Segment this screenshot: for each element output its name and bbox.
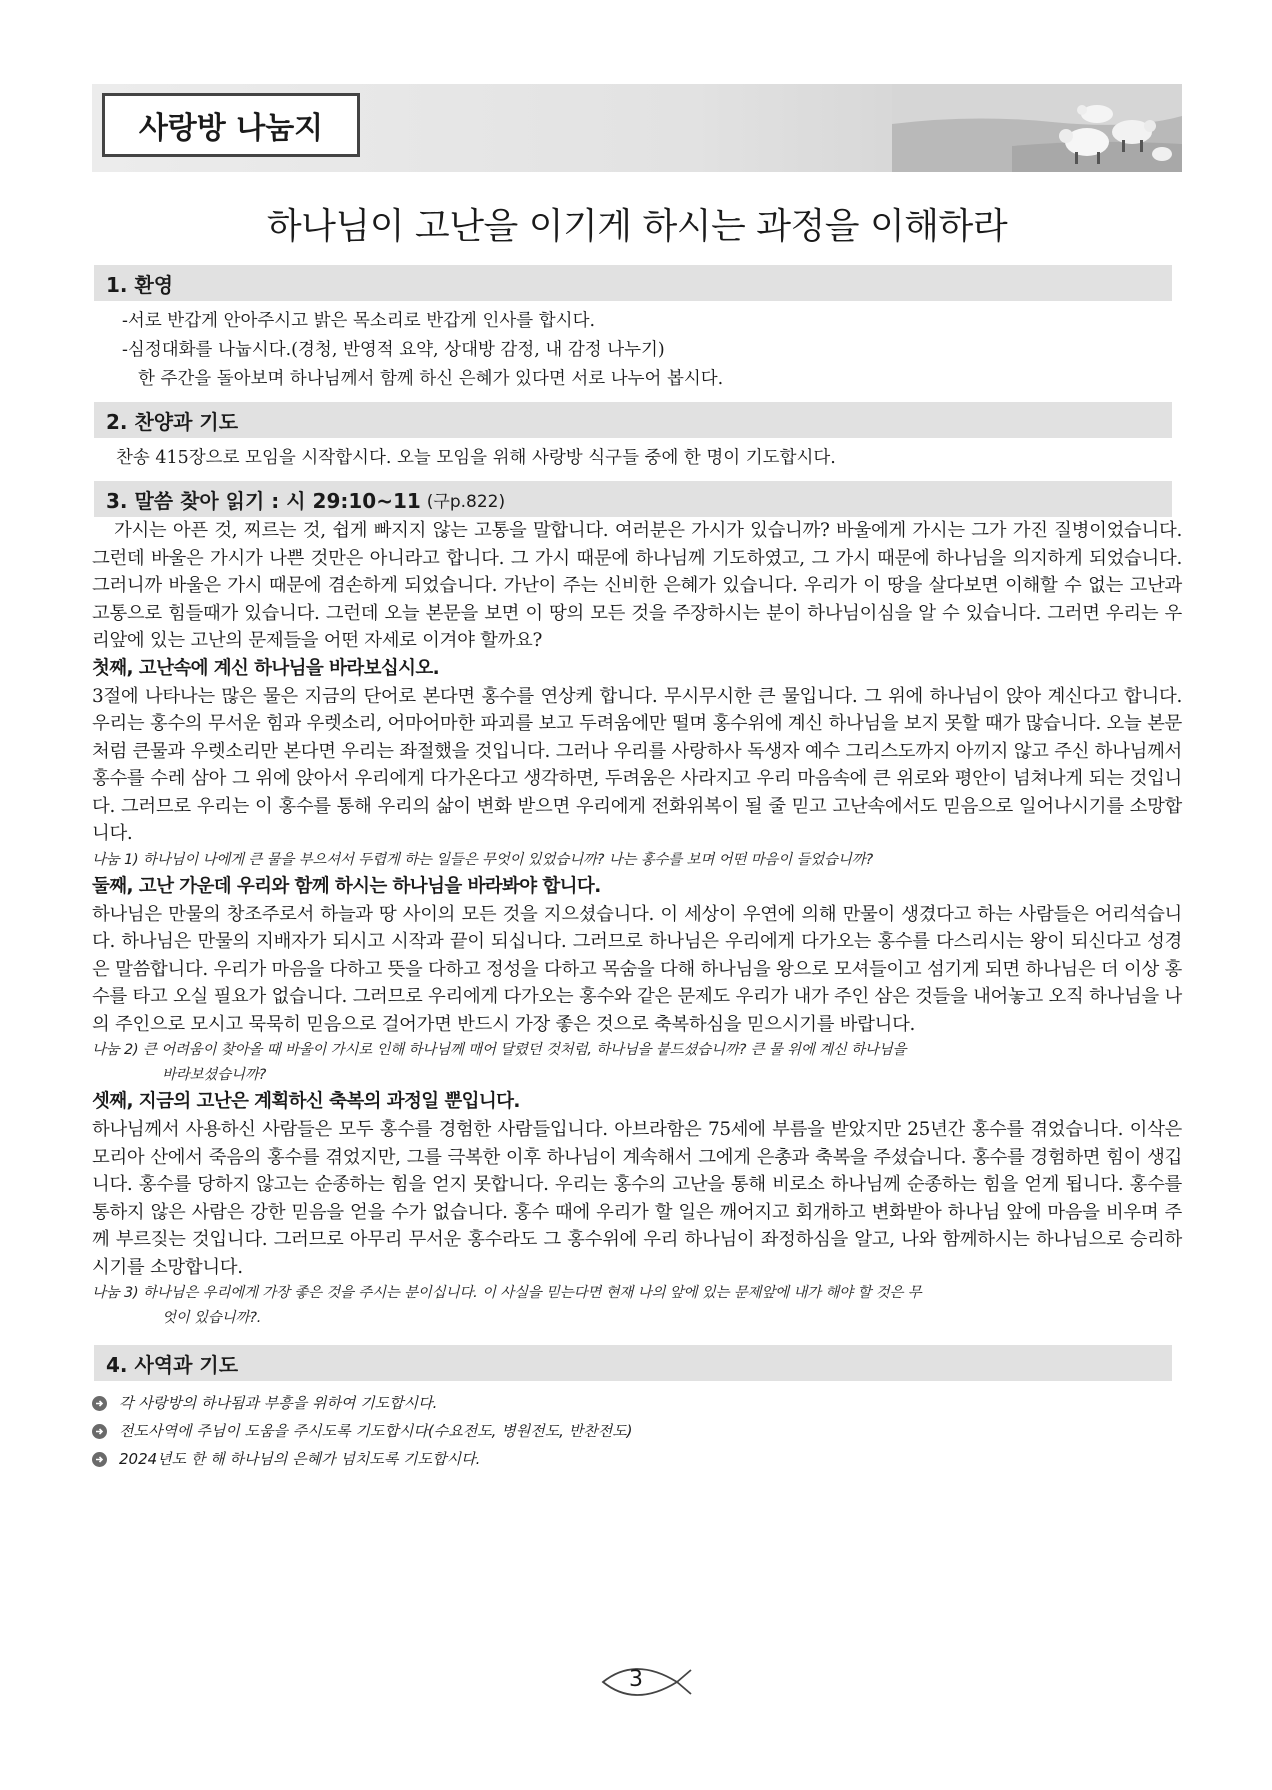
sermon-body <box>92 517 1182 1331</box>
section-badge: 사랑방 나눔지 <box>102 93 360 157</box>
list-item <box>92 1445 1182 1473</box>
section-heading-text: 4. 사역과 기도 <box>106 1352 239 1377</box>
section-heading-ministry <box>94 1345 1172 1381</box>
section-heading-worship <box>94 402 1172 438</box>
arrow-circle-icon <box>92 1424 107 1439</box>
point-3-body: 하나님께서 사용하신 사람들은 모두 홍수를 경험한 사람들입니다. 아브라함은 75세에 부름을 받았지만 25년간 홍수를 겪었습니다. 이삭은 모리아 산에서 죽음의 홍수를 겪었지만, 그를 극복한 이후 하나님이 계속해서 그에게 은총과 축복을 주셨습니다. 홍수를 경험하면 힘이 생깁니다. 홍수를 당하지 않고는 순종하는 힘을 얻지 못합니다. 우리는 홍수의 고난을 통해 비로소 하나님께 순종하는 힘을 얻게 됩니다. 홍수를 통하지 않은 사람은 강한 믿음을 얻을 수가 없습니다. 홍수 때에 우리가 할 일은 깨어지고 회개하고 변화받아 하나님 앞에 마음을 비우며 주께 부르짖는 것입니다. 그러므로 아무리 무서운 홍수라도 그 홍수위에 우리 하나님이 좌정하심을 알고, 나와 함께하시는 하나님으로 승리하시기를 소망합니다. <box>92 1119 1182 1278</box>
scripture-page-ref: (구p.822) <box>426 491 506 512</box>
page-number <box>595 1662 695 1702</box>
sharing-question-3-line1: 나눔 3) 하나님은 우리에게 가장 좋은 것을 주시는 분이십니다. 이 사실을 믿는다면 현재 나의 앞에 있는 문제앞에 내가 해야 할 것은 무 <box>92 1285 922 1301</box>
page-title: 하나님이 고난을 이기게 하시는 과정을 이해하라 <box>266 206 1008 247</box>
section-heading-welcome <box>94 265 1172 301</box>
section-heading-text: 1. 환영 <box>106 272 174 297</box>
arrow-circle-icon <box>92 1452 107 1467</box>
section-heading-text: 2. 찬양과 기도 <box>106 409 239 434</box>
page <box>92 84 1182 1473</box>
section-heading-scripture <box>94 481 1172 517</box>
list-item <box>92 1417 1182 1445</box>
list-item <box>92 1389 1182 1417</box>
welcome-line: -서로 반갑게 안아주시고 밝은 목소리로 반갑게 인사를 합시다. <box>122 311 596 331</box>
point-1-body: 3절에 나타나는 많은 물은 지금의 단어로 본다면 홍수를 연상케 합니다. 무시무시한 큰 물입니다. 그 위에 하나님이 앉아 계신다고 합니다. 우리는 홍수의 무서운 힘과 우렛소리, 어마어마한 파괴를 보고 두려움에만 떨며 홍수위에 계신 하나님을 보지 못할 때가 많습니다. 오늘 본문처럼 큰물과 우렛소리만 본다면 우리는 좌절했을 것입니다. 그러나 우리를 사랑하사 독생자 예수 그리스도까지 아끼지 않고 주신 하나님께서 홍수를 수레 삼아 그 위에 앉아서 우리에게 다가온다고 생각하면, 두려움은 사라지고 우리 마음속에 큰 위로와 평안이 넘쳐나게 되는 것입니다. 그러므로 우리는 이 홍수를 통해 우리의 삶이 변화 받으면 우리에게 전화위복이 될 줄 믿고 고난속에서도 믿음으로 일어나시기를 소망합니다. <box>92 685 1182 844</box>
header-banner <box>92 84 1182 172</box>
point-3-heading: 셋째, 지금의 고난은 계획하신 축복의 과정일 뿐입니다. <box>92 1091 520 1112</box>
arrow-circle-icon <box>92 1396 107 1411</box>
page-number-text: 3 <box>629 1667 643 1692</box>
section-heading-text: 3. 말씀 찾아 읽기 : 시 29:10~11 <box>106 488 421 513</box>
sharing-question-1: 나눔 1) 하나님이 나에게 큰 물을 부으셔서 두렵게 하는 일들은 무엇이 있었습니까? 나는 홍수를 보며 어떤 마음이 들었습니까? <box>92 851 873 868</box>
point-1-heading: 첫째, 고난속에 계신 하나님을 바라보십시오. <box>92 657 440 679</box>
sharing-question-3 <box>92 1281 1182 1331</box>
worship-line: 찬송 415장으로 모임을 시작합시다. 오늘 모임을 위해 사랑방 식구들 중에 한 명이 기도합시다. <box>116 448 836 468</box>
sharing-question-3-line2: 엇이 있습니까?. <box>162 1310 262 1326</box>
sharing-question-2-line2: 바라보셨습니까? <box>162 1067 267 1083</box>
point-2-body: 하나님은 만물의 창조주로서 하늘과 땅 사이의 모든 것을 지으셨습니다. 이 세상이 우연에 의해 만물이 생겼다고 하는 사람들은 어리석습니다. 하나님은 만물의 지배자가 되시고 시작과 끝이 되십니다. 그러므로 하나님은 우리에게 다가오는 홍수를 다스리시는 왕이 되신다고 성경은 말씀합니다. 우리가 마음을 다하고 뜻을 다하고 정성을 다하고 목숨을 다해 하나님을 왕으로 모셔들이고 섬기게 되면 하나님은 더 이상 홍수를 타고 오실 필요가 없습니다. 그러므로 우리에게 다가오는 홍수와 같은 문제도 우리가 내가 주인 삼은 것들을 내어놓고 오직 하나님을 나의 주인으로 모시고 묵묵히 믿음으로 걸어가면 반드시 가장 좋은 것으로 축복하심을 믿으시기를 바랍니다. <box>92 903 1182 1035</box>
sharing-question-2 <box>92 1038 1182 1088</box>
intro-paragraph: 가시는 아픈 것, 찌르는 것, 쉽게 빠지지 않는 고통을 말합니다. 여러분은 가시가 있습니까? 바울에게 가시는 그가 가진 질병이었습니다. 그런데 바울은 가시가 나쁜 것만은 아니라고 합니다. 그 가시 때문에 하나님께 기도하였고, 그 가시 때문에 하나님을 의지하게 되었습니다. 그러니까 바울은 가시 때문에 겸손하게 되었습니다. 가난이 주는 신비한 은혜가 있습니다. 우리가 이 땅을 살다보면 이해할 수 없는 고난과 고통으로 힘들때가 있습니다. 그런데 오늘 본문을 보면 이 땅의 모든 것을 주장하시는 분이 하나님이심을 알 수 있습니다. 그러면 우리는 우리앞에 있는 고난의 문제들을 어떤 자세로 이겨야 할까요? <box>92 520 1182 651</box>
fish-icon <box>595 1662 695 1702</box>
prayer-item-text: 2024년도 한 해 하나님의 은혜가 넘치도록 기도합시다. <box>119 1450 481 1468</box>
prayer-item-text: 각 사랑방의 하나됨과 부흥을 위하여 기도합시다. <box>119 1394 438 1412</box>
sharing-question-2-line1: 나눔 2) 큰 어려움이 찾아올 때 바울이 가시로 인해 하나님께 매어 달렸던 것처럼, 하나님을 붙드셨습니까? 큰 물 위에 계신 하나님을 <box>92 1042 907 1058</box>
sheep-photo <box>892 84 1182 172</box>
prayer-item-text: 전도사역에 주님이 도움을 주시도록 기도합시다(수요전도, 병원전도, 반찬전도) <box>119 1422 633 1440</box>
point-2-heading: 둘째, 고난 가운데 우리와 함께 하시는 하나님을 바라봐야 합니다. <box>92 875 601 897</box>
welcome-line: -심정대화를 나눕시다.(경청, 반영적 요약, 상대방 감정, 내 감정 나누기) <box>122 340 665 360</box>
welcome-line: 한 주간을 돌아보며 하나님께서 함께 하신 은혜가 있다면 서로 나누어 봅시다. <box>138 369 724 389</box>
welcome-lines <box>92 307 1182 394</box>
prayer-list <box>92 1389 1182 1473</box>
